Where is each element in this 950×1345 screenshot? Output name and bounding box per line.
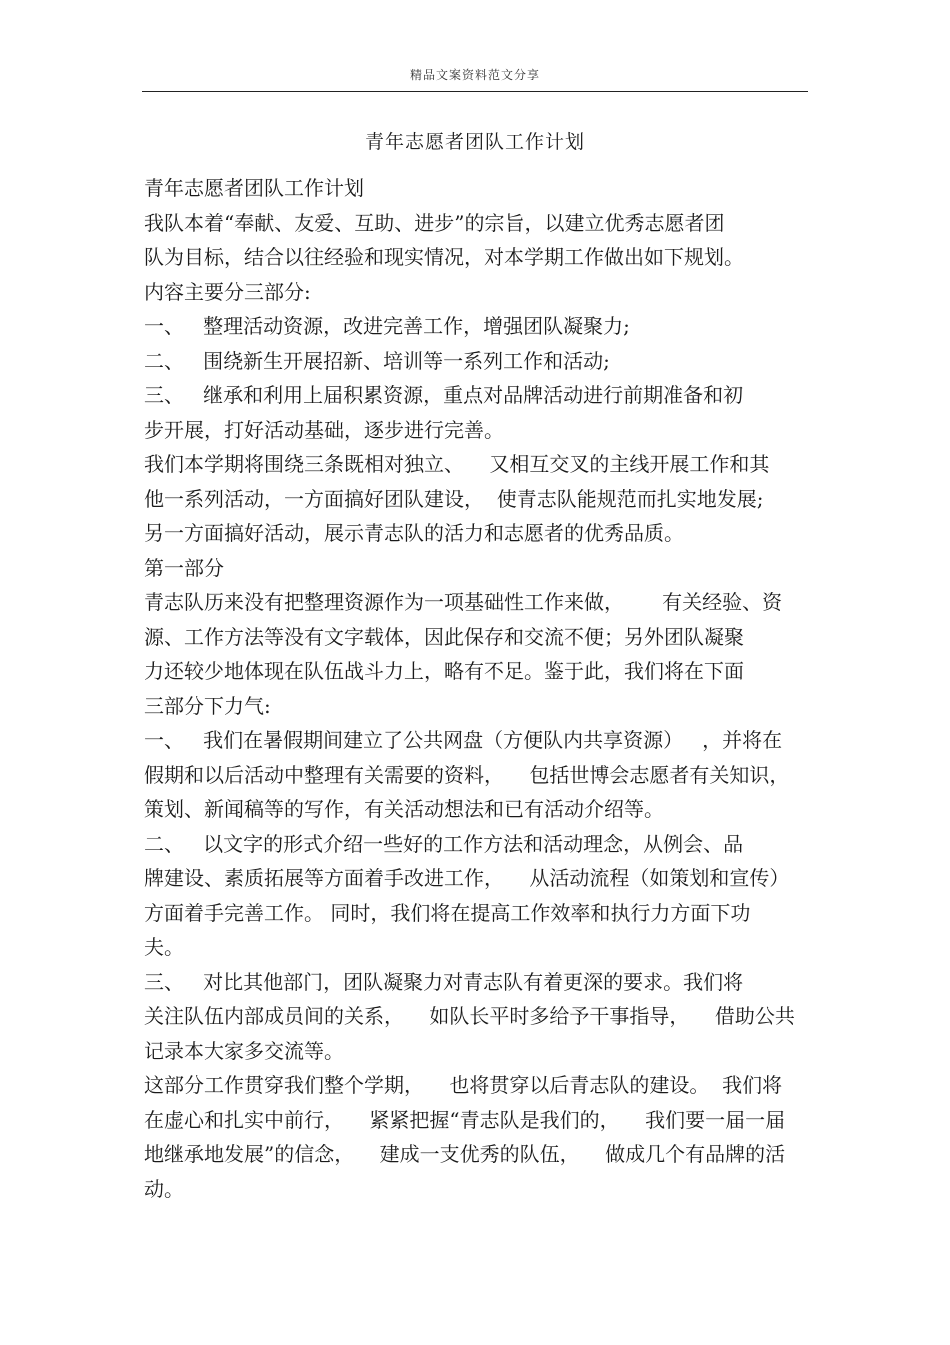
paragraph-line: 方面着手完善工作。 同时，我们将在提高工作效率和执行力方面下功 xyxy=(144,900,751,925)
paragraph-line: 这部分工作贯穿我们整个学期， 也将贯穿以后青志队的建设。 我们将 xyxy=(144,1073,783,1097)
paragraph-line: 队为目标，结合以往经验和现实情况，对本学期工作做出如下规划。 xyxy=(144,245,744,269)
header-text: 精品文案资料范文分享 xyxy=(409,68,540,82)
paragraph-line: 动。 xyxy=(144,1176,184,1201)
paragraph-line: 夫。 xyxy=(144,935,184,959)
paragraph-line: 步开展，打好活动基础，逐步进行完善。 xyxy=(144,417,504,442)
paragraph-line: 源、工作方法等没有文字载体，因此保存和交流不便；另外团队凝聚 xyxy=(144,624,744,649)
paragraph-line: 一、 我们在暑假期间建立了公共网盘（方便队内共享资源） ，并将在 xyxy=(144,728,783,752)
paragraph-line: 三部分下力气: xyxy=(144,693,271,718)
document-title: 青年志愿者团队工作计划 xyxy=(364,131,585,153)
paragraph-line: 另一方面搞好活动，展示青志队的活力和志愿者的优秀品质。 xyxy=(144,521,684,545)
paragraph-line: 牌建设、素质拓展等方面着手改进工作， 从活动流程（如策划和宣传） xyxy=(144,866,790,890)
header-divider xyxy=(142,91,808,92)
paragraph-line: 关注队伍内部成员间的关系， 如队长平时多给予干事指导， 借助公共 xyxy=(144,1004,795,1028)
paragraph-line: 青志队历来没有把整理资源作为一项基础性工作来做， 有关经验、资 xyxy=(144,590,783,614)
paragraph-line: 假期和以后活动中整理有关需要的资料， 包括世博会志愿者有关知识， xyxy=(144,762,790,787)
paragraph-line: 他一系列活动，一方面搞好团队建设， 使青志队能规范而扎实地发展; xyxy=(144,486,764,511)
paragraph-line: 力还较少地体现在队伍战斗力上，略有不足。鉴于此，我们将在下面 xyxy=(144,659,744,683)
paragraph-line: 青年志愿者团队工作计划 xyxy=(144,176,364,200)
paragraph-line: 策划、新闻稿等的写作，有关活动想法和已有活动介绍等。 xyxy=(144,797,664,821)
paragraph-line: 地继承地发展”的信念， 建成一支优秀的队伍， 做成几个有品牌的活 xyxy=(144,1142,786,1166)
paragraph-line: 在虚心和扎实中前行， 紧紧把握“青志队是我们的， 我们要一届一届 xyxy=(144,1107,786,1132)
paragraph-line: 我们本学期将围绕三条既相对独立、 又相互交叉的主线开展工作和其 xyxy=(144,452,770,476)
paragraph-line: 一、 整理活动资源，改进完善工作，增强团队凝聚力; xyxy=(144,314,630,338)
paragraph-line: 第一部分 xyxy=(144,555,224,580)
paragraph-line: 内容主要分三部分: xyxy=(144,279,311,304)
paragraph-line: 三、 继承和利用上届积累资源，重点对品牌活动进行前期准备和初 xyxy=(144,383,744,407)
paragraph-line: 我队本着“奉献、友爱、互助、进步”的宗旨，以建立优秀志愿者团 xyxy=(144,210,725,235)
document-body xyxy=(144,171,814,1206)
paragraph-line: 二、 围绕新生开展招新、培训等一系列工作和活动; xyxy=(144,348,610,373)
paragraph-line: 二、 以文字的形式介绍一些好的工作方法和活动理念，从例会、品 xyxy=(144,831,744,856)
paragraph-line: 三、 对比其他部门，团队凝聚力对青志队有着更深的要求。我们将 xyxy=(144,969,744,994)
paragraph-line: 记录本大家多交流等。 xyxy=(144,1038,344,1063)
